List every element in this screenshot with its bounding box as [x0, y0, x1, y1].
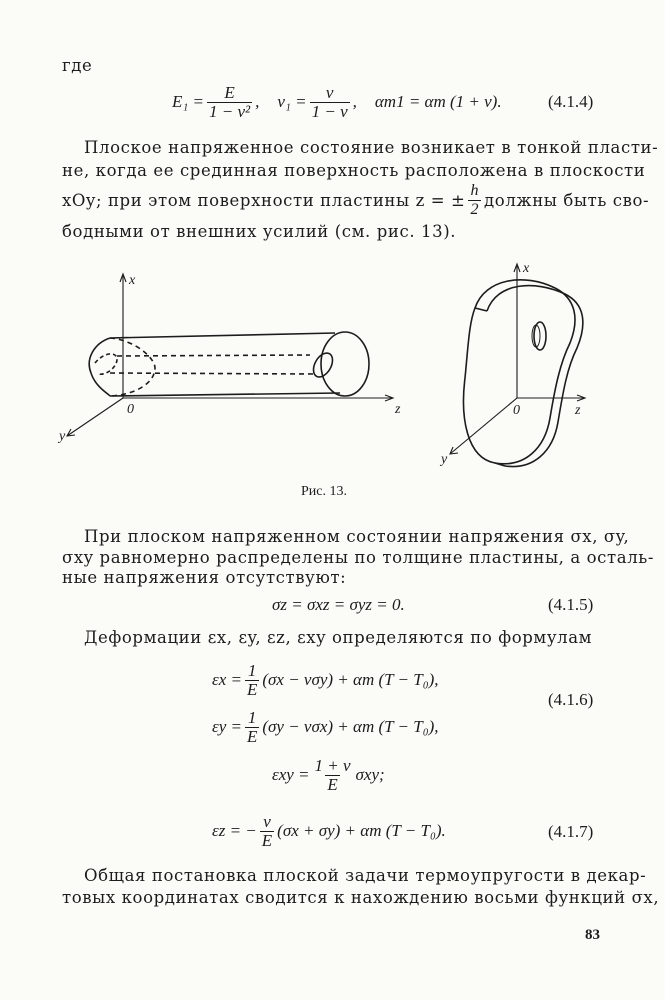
tube-hidden-section	[110, 338, 155, 396]
plate-drawing	[464, 280, 583, 467]
tube-top-edge	[110, 333, 335, 338]
plate-label-z: z	[575, 403, 581, 418]
plate-front-face	[487, 286, 583, 467]
tube-axis-y-arrow	[67, 429, 75, 436]
para2-line3: ные напряжения отсутствуют:	[62, 568, 347, 587]
equation-4-1-6-ey	[212, 705, 439, 749]
plate-label-y: y	[441, 452, 448, 467]
exy-rhs: σxy;	[355, 765, 385, 784]
tube-axis-y	[67, 398, 123, 436]
equation-4-1-7	[212, 809, 446, 853]
ez-lhs: εz = −	[212, 821, 257, 840]
para1-line4: бодными от внешних усилий (см. рис. 13).	[62, 222, 457, 241]
para1-line2: не, когда ее срединная поверхность расположена в плоскости	[62, 161, 646, 180]
exy-fraction	[313, 757, 353, 794]
e1-denominator: 1 − ν²	[209, 101, 251, 121]
para1-line1: Плоское напряженное состояние возникает в тонкой пласти-	[84, 138, 659, 157]
nu1-numerator: ν	[325, 82, 334, 102]
para4-line1: Общая постановка плоской задачи термоупругости в декар-	[84, 866, 647, 885]
tube-label-origin: 0	[127, 402, 134, 417]
e1-lhs: E₁ =	[172, 92, 205, 111]
figure-13	[55, 258, 600, 480]
tube-left-outline	[89, 338, 110, 396]
plate-axis-y	[450, 398, 517, 454]
para2-line1: При плоском напряженном состоянии напряжения σx, σy,	[84, 527, 630, 546]
equation-number-4-1-6: (4.1.6)	[548, 690, 594, 709]
ey-rhs: (σy − νσx) + αт (T − T₀),	[262, 717, 439, 736]
ez-numerator: ν	[263, 811, 271, 831]
ex-fraction	[245, 662, 259, 699]
tube-drawing	[89, 332, 369, 396]
tube-label-z: z	[395, 402, 401, 417]
ey-fraction	[245, 709, 259, 746]
ez-rhs: (σx + σy) + αт (T − T₀).	[277, 821, 446, 840]
para1-line3	[62, 178, 650, 222]
ex-lhs: εx =	[212, 670, 242, 689]
equation-4-1-6-exy	[272, 753, 385, 797]
ey-lhs: εy =	[212, 717, 242, 736]
nu1-fraction	[310, 84, 350, 121]
e1-numerator: E	[224, 82, 235, 102]
tube-hidden-line-bottom	[110, 373, 313, 374]
equation-number-4-1-7: (4.1.7)	[548, 822, 594, 841]
figure-caption: Рис. 13.	[301, 484, 347, 499]
ez-fraction	[260, 813, 274, 850]
para1-line3-start: xOy; при этом поверхности пластины z = ±	[62, 190, 466, 210]
para2-line2: σxy равномерно распределены по толщине пластины, а осталь-	[62, 548, 655, 567]
ex-rhs: (σx − νσy) + αт (T − T₀),	[262, 670, 439, 689]
two-denominator: 2	[470, 200, 480, 218]
plate-axes	[450, 264, 585, 454]
equation-4-1-6-ex	[212, 658, 439, 702]
tube-label-x: x	[129, 273, 136, 288]
exy-denominator: E	[327, 774, 338, 794]
exy-numerator: 1 + ν	[314, 755, 351, 775]
tube-label-y: y	[59, 429, 66, 444]
h-over-2-fraction	[468, 182, 481, 219]
exy-lhs: εxy =	[272, 765, 310, 784]
tube-hidden-line-top	[117, 355, 310, 356]
equation-number-4-1-4: (4.1.4)	[548, 92, 594, 111]
ex-denominator: E	[246, 679, 258, 699]
alpha-expression: αт1 = αт (1 + ν).	[374, 92, 502, 111]
para3-line1: Деформации εx, εy, εz, εxy определяются по формулам	[84, 628, 593, 647]
ey-numerator: 1	[247, 707, 257, 727]
plate-label-x: x	[523, 261, 530, 276]
plate-label-origin: 0	[513, 403, 520, 418]
intro-word: где	[62, 56, 93, 75]
h-numerator: h	[470, 181, 480, 199]
tube-end-ellipse	[321, 332, 369, 396]
tube-hidden-hole	[95, 354, 117, 374]
plate-back-face	[464, 280, 575, 464]
equation-4-1-4: E₁ = $\frac{E}{\text{1 − ν²}}$ , ν₁ = $\frac{\nu}{1 - \nu}$ , αт1 = αт (1 + ν).	[172, 82, 502, 121]
para4-line2: товых координатах сводится к нахождению восьми функций σx,	[62, 888, 660, 907]
nu1-lhs: ν₁ =	[277, 92, 307, 111]
ex-numerator: 1	[247, 660, 257, 680]
ez-denominator: E	[261, 830, 273, 850]
equation-number-4-1-5: (4.1.5)	[548, 595, 594, 614]
para1-line3-end: должны быть сво-	[484, 190, 650, 210]
nu1-denominator: 1 − ν	[311, 101, 348, 121]
equation-4-1-5: σz = σxz = σyz = 0.	[272, 595, 405, 614]
ey-denominator: E	[246, 726, 258, 746]
tube-hole	[310, 350, 337, 381]
e1-fraction	[207, 84, 252, 121]
page-number: 83	[585, 927, 600, 943]
tube-bottom-edge	[110, 393, 340, 396]
